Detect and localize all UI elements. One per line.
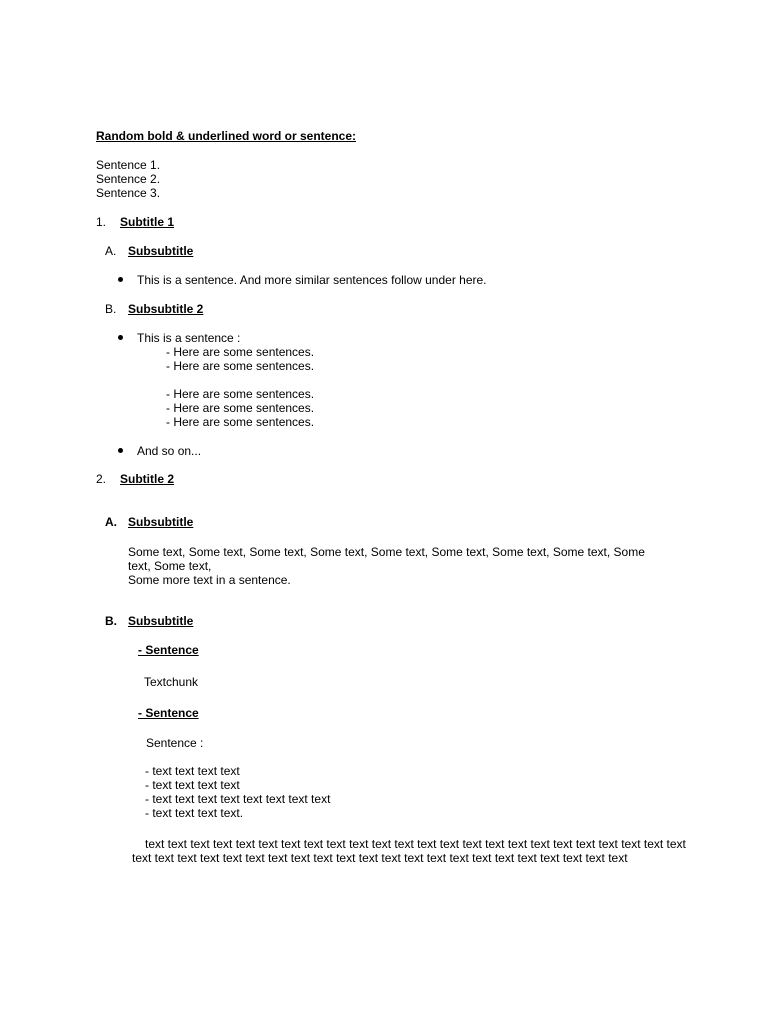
section-2a-letter: A.	[105, 515, 117, 529]
section-2b-title: Subsubtitle	[128, 614, 194, 628]
sub-sentence-line: - Here are some sentences.	[166, 345, 315, 359]
section-2-number: 2.	[96, 472, 107, 486]
dash-line: - text text text text	[145, 764, 240, 778]
section-1a-title: Subsubtitle	[128, 244, 194, 258]
document-heading: Random bold & underlined word or sentence:	[96, 129, 357, 143]
long-text-line: text text text text text text text text text text text text text text text text text text text text text text	[132, 851, 628, 865]
sub-sentence-line: - Here are some sentences.	[166, 415, 315, 429]
section-1b-bullet-text: This is a sentence :	[137, 331, 241, 345]
section-2a-paragraph-line: Some more text in a sentence.	[128, 573, 291, 587]
sentence-3: Sentence 3.	[96, 186, 161, 200]
long-text-line: text text text text text text text text text text text text text text text text text text text text text text text text	[145, 837, 686, 851]
sub-sentence-line: - Here are some sentences.	[166, 359, 315, 373]
section-2-title: Subtitle 2	[120, 472, 175, 486]
section-1a-bullet-text: This is a sentence. And more similar sentences follow under here.	[137, 273, 487, 287]
dash-line: - text text text text text text text text	[145, 792, 331, 806]
section-2b-letter: B.	[105, 614, 117, 628]
sentence-label: Sentence :	[146, 736, 204, 750]
dash-line: - text text text text	[145, 778, 240, 792]
sentence-heading-2: - Sentence	[138, 706, 199, 720]
textchunk: Textchunk	[144, 675, 199, 689]
section-1-number: 1.	[96, 215, 107, 229]
section-2a-paragraph-line: text, Some text,	[128, 559, 212, 573]
sub-sentence-line: - Here are some sentences.	[166, 387, 315, 401]
section-1a-letter: A.	[105, 244, 117, 258]
section-1-title: Subtitle 1	[120, 215, 175, 229]
section-1b-bullet2-text: And so on...	[137, 444, 202, 458]
section-2a-paragraph-line: Some text, Some text, Some text, Some text, Some text, Some text, Some text, Some text, Some	[128, 545, 645, 559]
sentence-1: Sentence 1.	[96, 158, 161, 172]
sentence-heading-1: - Sentence	[138, 643, 199, 657]
bullet-icon	[118, 277, 123, 282]
bullet-icon	[118, 335, 123, 340]
bullet-icon	[118, 448, 123, 453]
section-2a-title: Subsubtitle	[128, 515, 194, 529]
section-1b-title: Subsubtitle 2	[128, 302, 204, 316]
section-1b-letter: B.	[105, 302, 117, 316]
dash-line: - text text text text.	[145, 806, 244, 820]
sub-sentence-line: - Here are some sentences.	[166, 401, 315, 415]
sentence-2: Sentence 2.	[96, 172, 161, 186]
